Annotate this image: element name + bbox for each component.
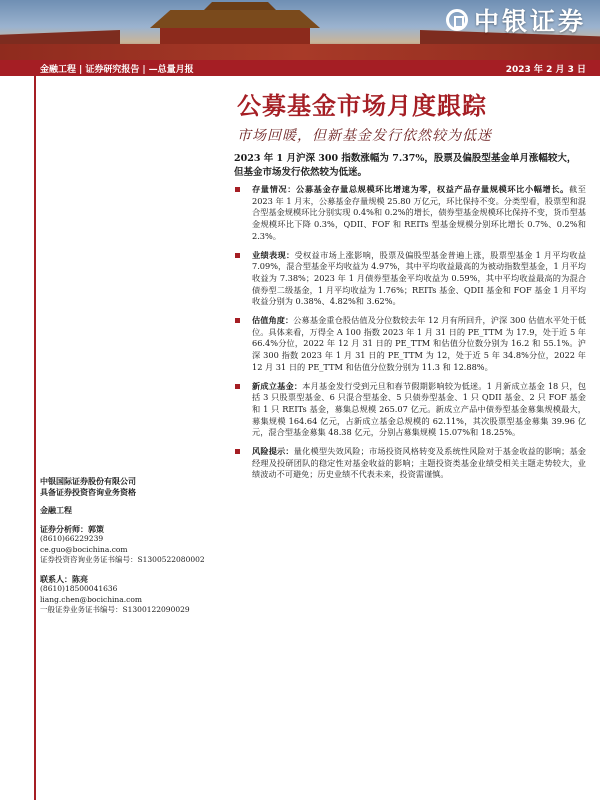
bullet-square-icon <box>235 384 240 389</box>
bullet-body: 截至 2023 年 1 月末，公募基金存量规模 25.80 万亿元，环比保持不变。分类型看，股票型和混合型基金规模环比分别实现 0.4%和 0.2%的增长，债券型基金规模环比保持不变，货币型基金规模环比下降 0.3%，QDII、FOF 和 REITs 型基金规模分别环比增长 0.7%、0.2%和 2.3%。 <box>252 184 586 241</box>
list-item <box>234 250 586 309</box>
sidebar-contacts <box>40 476 230 616</box>
contact-cert: 一般证券业务证书编号：S1300122090029 <box>40 605 190 614</box>
breadcrumb-separator: | <box>79 65 83 75</box>
bullet-square-icon <box>235 318 240 323</box>
key-points-list <box>234 184 586 488</box>
breadcrumb <box>40 62 194 75</box>
header-banner <box>0 0 600 60</box>
page-subtitle: 市场回暖，但新基金发行依然较为低迷 <box>237 128 492 144</box>
analyst-email[interactable]: ce.guo@bocichina.com <box>40 544 128 554</box>
firm-license: 具备证券投资咨询业务资格 <box>40 486 136 497</box>
bullet-lead: 新成立基金： <box>252 380 303 391</box>
list-item <box>234 184 586 243</box>
bullet-lead: 业绩表现： <box>252 249 295 260</box>
contact-email[interactable]: liang.chen@bocichina.com <box>40 594 142 604</box>
report-summary: 2023 年 1 月沪深 300 指数涨幅为 7.37%，股票及偏股型基金单月涨幅较大，但基金市场发行依然较为低迷。 <box>234 153 577 178</box>
palace-roof <box>150 10 320 28</box>
bullet-square-icon <box>235 253 240 258</box>
firm-name: 中银国际证券股份有限公司 <box>40 476 136 486</box>
bullet-body: 量化模型失效风险；市场投资风格转变及系统性风险对于基金收益的影响；基金经理及投研团队的稳定性对基金收益的影响；主题投资类基金业绩受相关主题走势较大，业绩波动不可避免；历史业绩不代表未来，投资需谨慎。 <box>252 446 586 480</box>
breadcrumb-item: —总量月报 <box>148 65 194 75</box>
header-strip <box>0 60 600 76</box>
breadcrumb-separator: | <box>142 65 146 75</box>
bullet-lead: 存量情况：公募基金存量总规模环比增速为零，权益产品存量规模环比小幅增长。 <box>252 184 569 194</box>
brand-name: 中银证券 <box>473 7 586 36</box>
analyst-name: 证券分析师：郭策 <box>40 523 104 534</box>
bullet-square-icon <box>235 449 240 454</box>
palace-hall <box>160 28 310 44</box>
breadcrumb-item: 证券研究报告 <box>85 65 140 75</box>
breadcrumb-item: 金融工程 <box>40 65 77 75</box>
report-date: 2023 年 2 月 3 日 <box>505 65 586 75</box>
bullet-lead: 风险提示： <box>252 446 294 457</box>
bullet-body: 受权益市场上涨影响，股票及偏股型基金普遍上涨，股票型基金 1 月平均收益 7.09%，混合型基金平均收益为 4.97%，其中平均收益最高的为被动指数型基金，1 月平均收益为 7.38%；2023 年 1 月债券型基金平均收益为 0.59%，其中平均收益最高的为混合债券型二级基金，1 月平均收益为 1.76%；REITs 基金、QDII 基金和 FOF 基金 1 月平均收益分别为 0.38%、4.82%和 3.62%。 <box>252 249 586 307</box>
contact-name: 联系人：陈亮 <box>40 573 88 584</box>
bullet-body: 本月基金发行受到元旦和春节假期影响较为低迷。1 月新成立基金 18 只，包括 3 只股票型基金、6 只混合型基金、5 只债券型基金、1 只 QDII 基金、2 只 FOF 基金和 1 只 REITs 基金，募集总规模 265.07 亿元。新成立产品中债券型基金募集规模最大，募集规模 164.64 亿元，占新成立基金总规模的 62.11%，其次股票型基金募集 39.96 亿元，混合型基金募集 48.38 亿元，分别占募集规模 15.07%和 18.25%。 <box>252 380 586 438</box>
bullet-body: 公募基金重仓股估值及分位数较去年 12 月有所回升，沪深 300 估值水平处于低位。具体来看，万得全 A 100 指数 2023 年 1 月 31 日的 PE_TTM 为 17.9，处于近 5 年 66.4%分位，2022 年 12 月 31 日的 PE_TTM 和估值分位数分别为 16.2 和 55.1%。沪深 300 指数 2023 年 1 月 31 日的 PE_TTM 为 12，处于近 5 年 34.8%分位，2022 年 12 月 31 日的 PE_TTM 和估值分位数分别为 11.3 和 12.88%。 <box>252 315 586 372</box>
palace-wall <box>0 44 600 60</box>
list-item <box>234 315 586 374</box>
bullet-lead: 估值角度： <box>252 315 294 326</box>
department: 金融工程 <box>40 505 72 515</box>
analyst-cert: 证券投资咨询业务证书编号：S1300522080002 <box>40 555 205 564</box>
contact-phone: (8610)18500041636 <box>40 584 118 593</box>
sidebar-divider <box>34 76 36 800</box>
bullet-square-icon <box>235 187 240 192</box>
brand-logo <box>446 2 586 38</box>
list-item <box>234 446 586 481</box>
analyst-phone: (8610)66229239 <box>40 534 104 543</box>
list-item <box>234 381 586 440</box>
page-title: 公募基金市场月度跟踪 <box>237 92 487 120</box>
bank-of-china-logo-icon <box>446 9 468 31</box>
